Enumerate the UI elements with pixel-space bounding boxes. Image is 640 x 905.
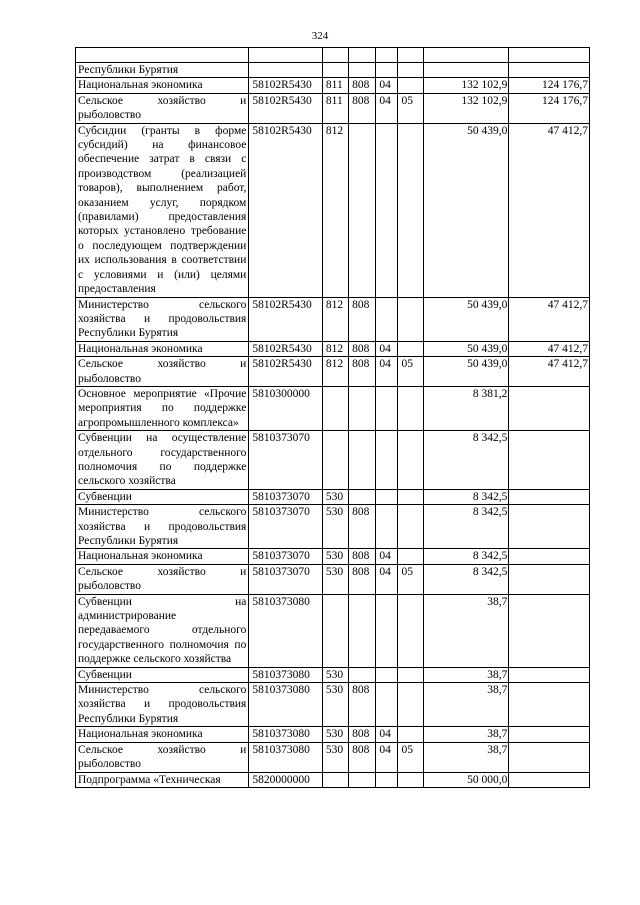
amount-year2-cell: 47 412,7	[509, 357, 590, 387]
row-name-cell: Основное мероприятие «Прочие мероприятия по поддержке агропромышленного комплекса»	[76, 386, 249, 430]
section-cell: 04	[376, 357, 398, 387]
row-name-cell: Министерство сельского хозяйства и продовольствия Республики Бурятия	[76, 297, 249, 341]
section-cell: 04	[376, 564, 398, 594]
target-code-cell: 58102R5430	[249, 93, 323, 123]
subsection-cell	[398, 667, 423, 682]
ministry-code-cell: 808	[349, 683, 376, 727]
row-name-cell: Национальная экономика	[76, 549, 249, 564]
ministry-code-cell	[349, 63, 376, 78]
ministry-code-cell: 808	[349, 564, 376, 594]
amount-year2-cell: 124 176,7	[509, 78, 590, 93]
table-row	[76, 505, 590, 549]
row-name-cell: Сельское хозяйство и рыболовство	[76, 357, 249, 387]
section-cell	[376, 386, 398, 430]
section-cell	[376, 431, 398, 490]
table-row	[76, 727, 590, 742]
amount-year2-cell: 47 412,7	[509, 123, 590, 297]
row-name-cell: Субвенции	[76, 489, 249, 504]
table-row	[76, 683, 590, 727]
amount-year2-cell	[509, 683, 590, 727]
section-cell	[376, 772, 398, 787]
section-cell	[376, 63, 398, 78]
expense-type-cell	[322, 48, 348, 63]
expense-type-cell: 812	[322, 341, 348, 356]
target-code-cell: 58102R5430	[249, 357, 323, 387]
subsection-cell	[398, 123, 423, 297]
expense-type-cell: 530	[322, 683, 348, 727]
table-row	[76, 489, 590, 504]
expense-type-cell	[322, 772, 348, 787]
section-cell	[376, 489, 398, 504]
subsection-cell	[398, 549, 423, 564]
amount-year1-cell: 8 342,5	[423, 431, 509, 490]
ministry-code-cell	[349, 594, 376, 667]
expense-type-cell	[322, 386, 348, 430]
section-cell	[376, 505, 398, 549]
subsection-cell: 05	[398, 357, 423, 387]
row-name-cell: Субвенции на администрирование передаваемого отдельного государственного полномочия по поддержке сельского хозяйства	[76, 594, 249, 667]
table-row	[76, 48, 590, 63]
expense-type-cell: 812	[322, 297, 348, 341]
table-row	[76, 123, 590, 297]
amount-year2-cell: 124 176,7	[509, 93, 590, 123]
amount-year1-cell: 8 342,5	[423, 505, 509, 549]
ministry-code-cell: 808	[349, 297, 376, 341]
target-code-cell: 5810373080	[249, 594, 323, 667]
ministry-code-cell: 808	[349, 341, 376, 356]
row-name-cell: Национальная экономика	[76, 727, 249, 742]
subsection-cell: 05	[398, 564, 423, 594]
target-code-cell: 5810373070	[249, 489, 323, 504]
amount-year1-cell: 50 000,0	[423, 772, 509, 787]
target-code-cell: 5820000000	[249, 772, 323, 787]
expense-type-cell: 530	[322, 742, 348, 772]
amount-year2-cell	[509, 48, 590, 63]
amount-year2-cell	[509, 667, 590, 682]
amount-year1-cell: 38,7	[423, 667, 509, 682]
amount-year1-cell: 8 342,5	[423, 564, 509, 594]
subsection-cell	[398, 727, 423, 742]
amount-year1-cell: 38,7	[423, 727, 509, 742]
expense-type-cell: 811	[322, 93, 348, 123]
table-row	[76, 549, 590, 564]
subsection-cell	[398, 78, 423, 93]
table-row	[76, 564, 590, 594]
target-code-cell: 58102R5430	[249, 78, 323, 93]
row-name-cell: Сельское хозяйство и рыболовство	[76, 742, 249, 772]
amount-year2-cell	[509, 489, 590, 504]
amount-year1-cell: 38,7	[423, 742, 509, 772]
page-number: 324	[311, 30, 329, 42]
amount-year2-cell	[509, 63, 590, 78]
row-name-cell: Субвенции	[76, 667, 249, 682]
table-row	[76, 341, 590, 356]
expense-type-cell	[322, 63, 348, 78]
table-row	[76, 78, 590, 93]
table-row	[76, 772, 590, 787]
amount-year2-cell: 47 412,7	[509, 341, 590, 356]
section-cell: 04	[376, 78, 398, 93]
subsection-cell	[398, 772, 423, 787]
target-code-cell: 5810373070	[249, 549, 323, 564]
ministry-code-cell	[349, 772, 376, 787]
amount-year2-cell	[509, 564, 590, 594]
target-code-cell: 5810300000	[249, 386, 323, 430]
amount-year1-cell: 50 439,0	[423, 297, 509, 341]
row-name-cell: Сельское хозяйство и рыболовство	[76, 564, 249, 594]
target-code-cell: 5810373070	[249, 564, 323, 594]
row-name-cell: Субсидии (гранты в форме субсидий) на финансовое обеспечение затрат в связи с производством (реализацией товаров), выполнением работ, оказанием услуг, порядком (правилами) предоставления которых установлено требование о последующем подтверждении их использования в соответствии с условиями и (или) целями предоставления	[76, 123, 249, 297]
expense-type-cell: 812	[322, 123, 348, 297]
target-code-cell: 5810373070	[249, 431, 323, 490]
subsection-cell	[398, 63, 423, 78]
row-name-cell: Субвенции на осуществление отдельного государственного полномочия по поддержке сельского хозяйства	[76, 431, 249, 490]
ministry-code-cell: 808	[349, 357, 376, 387]
subsection-cell	[398, 594, 423, 667]
ministry-code-cell	[349, 489, 376, 504]
ministry-code-cell: 808	[349, 93, 376, 123]
amount-year1-cell: 38,7	[423, 594, 509, 667]
expense-type-cell: 530	[322, 667, 348, 682]
ministry-code-cell	[349, 48, 376, 63]
table-row	[76, 63, 590, 78]
row-name-cell: Сельское хозяйство и рыболовство	[76, 93, 249, 123]
target-code-cell: 58102R5430	[249, 123, 323, 297]
amount-year1-cell: 8 342,5	[423, 549, 509, 564]
expense-type-cell: 530	[322, 549, 348, 564]
section-cell: 04	[376, 93, 398, 123]
amount-year1-cell: 50 439,0	[423, 123, 509, 297]
amount-year2-cell	[509, 549, 590, 564]
amount-year1-cell: 50 439,0	[423, 357, 509, 387]
ministry-code-cell: 808	[349, 727, 376, 742]
section-cell	[376, 297, 398, 341]
target-code-cell: 5810373070	[249, 505, 323, 549]
target-code-cell	[249, 63, 323, 78]
amount-year2-cell	[509, 431, 590, 490]
subsection-cell	[398, 297, 423, 341]
ministry-code-cell: 808	[349, 505, 376, 549]
ministry-code-cell: 808	[349, 78, 376, 93]
amount-year1-cell: 132 102,9	[423, 93, 509, 123]
amount-year1-cell: 8 381,2	[423, 386, 509, 430]
target-code-cell: 5810373080	[249, 667, 323, 682]
target-code-cell: 5810373080	[249, 683, 323, 727]
expense-type-cell: 530	[322, 489, 348, 504]
amount-year2-cell	[509, 594, 590, 667]
subsection-cell	[398, 48, 423, 63]
expense-type-cell: 811	[322, 78, 348, 93]
section-cell	[376, 123, 398, 297]
section-cell	[376, 48, 398, 63]
ministry-code-cell: 808	[349, 742, 376, 772]
table-row	[76, 594, 590, 667]
row-name-cell: Национальная экономика	[76, 341, 249, 356]
expense-type-cell: 530	[322, 564, 348, 594]
section-cell: 04	[376, 341, 398, 356]
table-row	[76, 297, 590, 341]
table-row	[76, 93, 590, 123]
table-body	[76, 48, 590, 788]
ministry-code-cell	[349, 386, 376, 430]
ministry-code-cell	[349, 667, 376, 682]
target-code-cell: 58102R5430	[249, 341, 323, 356]
amount-year2-cell	[509, 386, 590, 430]
section-cell	[376, 683, 398, 727]
row-name-cell: Министерство сельского хозяйства и продовольствия Республики Бурятия	[76, 683, 249, 727]
section-cell	[376, 594, 398, 667]
expense-type-cell: 812	[322, 357, 348, 387]
subsection-cell	[398, 386, 423, 430]
amount-year1-cell: 38,7	[423, 683, 509, 727]
amount-year1-cell	[423, 63, 509, 78]
subsection-cell: 05	[398, 93, 423, 123]
table-row	[76, 386, 590, 430]
amount-year2-cell	[509, 772, 590, 787]
amount-year2-cell	[509, 727, 590, 742]
section-cell: 04	[376, 549, 398, 564]
subsection-cell: 05	[398, 742, 423, 772]
section-cell	[376, 667, 398, 682]
amount-year1-cell: 50 439,0	[423, 341, 509, 356]
amount-year1-cell: 8 342,5	[423, 489, 509, 504]
amount-year1-cell	[423, 48, 509, 63]
table-row	[76, 667, 590, 682]
ministry-code-cell: 808	[349, 549, 376, 564]
row-name-cell: Республики Бурятия	[76, 63, 249, 78]
expense-type-cell	[322, 431, 348, 490]
amount-year1-cell: 132 102,9	[423, 78, 509, 93]
table-row	[76, 742, 590, 772]
amount-year2-cell	[509, 742, 590, 772]
target-code-cell: 5810373080	[249, 727, 323, 742]
expense-type-cell: 530	[322, 727, 348, 742]
subsection-cell	[398, 431, 423, 490]
expense-type-cell: 530	[322, 505, 348, 549]
expense-type-cell	[322, 594, 348, 667]
subsection-cell	[398, 489, 423, 504]
row-name-cell: Министерство сельского хозяйства и продовольствия Республики Бурятия	[76, 505, 249, 549]
ministry-code-cell	[349, 431, 376, 490]
section-cell: 04	[376, 727, 398, 742]
subsection-cell	[398, 505, 423, 549]
table-row	[76, 431, 590, 490]
row-name-cell	[76, 48, 249, 63]
amount-year2-cell: 47 412,7	[509, 297, 590, 341]
subsection-cell	[398, 683, 423, 727]
budget-table	[75, 47, 590, 788]
target-code-cell: 58102R5430	[249, 297, 323, 341]
target-code-cell: 5810373080	[249, 742, 323, 772]
amount-year2-cell	[509, 505, 590, 549]
table-row	[76, 357, 590, 387]
row-name-cell: Подпрограмма «Техническая	[76, 772, 249, 787]
section-cell: 04	[376, 742, 398, 772]
target-code-cell	[249, 48, 323, 63]
ministry-code-cell	[349, 123, 376, 297]
subsection-cell	[398, 341, 423, 356]
row-name-cell: Национальная экономика	[76, 78, 249, 93]
